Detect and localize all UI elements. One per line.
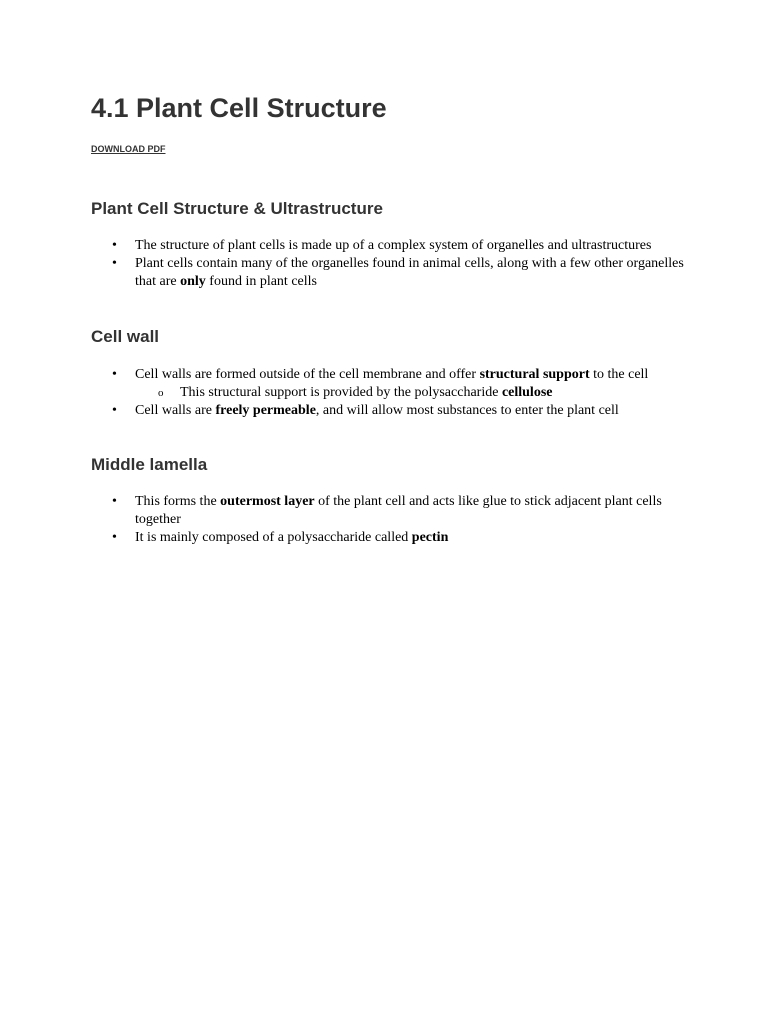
list-item (91, 493, 688, 529)
item-text-bold: pectin (411, 530, 449, 545)
bullet-icon: • (112, 256, 117, 271)
item-text: Plant cells contain many of the organelles found in animal cells, along with a few other organelles that are (135, 256, 684, 289)
section-middle-lamella (91, 455, 688, 547)
item-text: Cell walls are (135, 403, 216, 418)
item-text: , and will allow most substances to enter the plant cell (315, 403, 619, 418)
item-text: This structural support is provided by the polysaccharide (180, 385, 502, 400)
download-pdf-link[interactable]: DOWNLOAD PDF (91, 144, 166, 154)
item-text-bold: freely permeable (215, 403, 316, 418)
item-text: Cell walls are formed outside of the cell membrane and offer (135, 367, 480, 382)
sub-list-item (135, 384, 688, 402)
item-text-bold: cellulose (501, 385, 553, 400)
item-text: This forms the (135, 494, 221, 509)
item-text: to the cell (589, 367, 649, 382)
list-item (91, 237, 688, 255)
item-text-bold: outermost layer (220, 494, 315, 509)
item-text: It is mainly composed of a polysaccharide called (135, 530, 412, 545)
item-text: of the plant cell and acts like glue to stick adjacent plant cells together (135, 494, 662, 527)
page-title: 4.1 Plant Cell Structure (91, 93, 387, 123)
bullet-icon: • (112, 238, 117, 253)
circle-bullet-icon: o (158, 387, 164, 399)
bullet-icon: • (112, 403, 117, 418)
section-heading: Plant Cell Structure & Ultrastructure (91, 199, 383, 218)
item-text: found in plant cells (205, 274, 317, 289)
section-cell-wall (91, 327, 688, 420)
bullet-icon: • (112, 367, 117, 382)
item-text-bold: only (180, 274, 206, 289)
item-text-bold: structural support (479, 367, 590, 382)
bullet-icon: • (112, 494, 117, 509)
bullet-list (91, 493, 688, 547)
list-item (91, 255, 688, 291)
bullet-icon: • (112, 530, 117, 545)
list-item (91, 529, 688, 547)
item-text: The structure of plant cells is made up of a complex system of organelles and ultrastructures (135, 238, 652, 253)
section-heading: Middle lamella (91, 455, 208, 474)
bullet-list (91, 366, 688, 420)
list-item (91, 402, 688, 420)
section-plant-cell-structure (91, 199, 688, 291)
section-heading: Cell wall (91, 327, 160, 346)
list-item (91, 366, 688, 402)
bullet-list (91, 237, 688, 291)
sub-bullet-list (135, 384, 688, 402)
